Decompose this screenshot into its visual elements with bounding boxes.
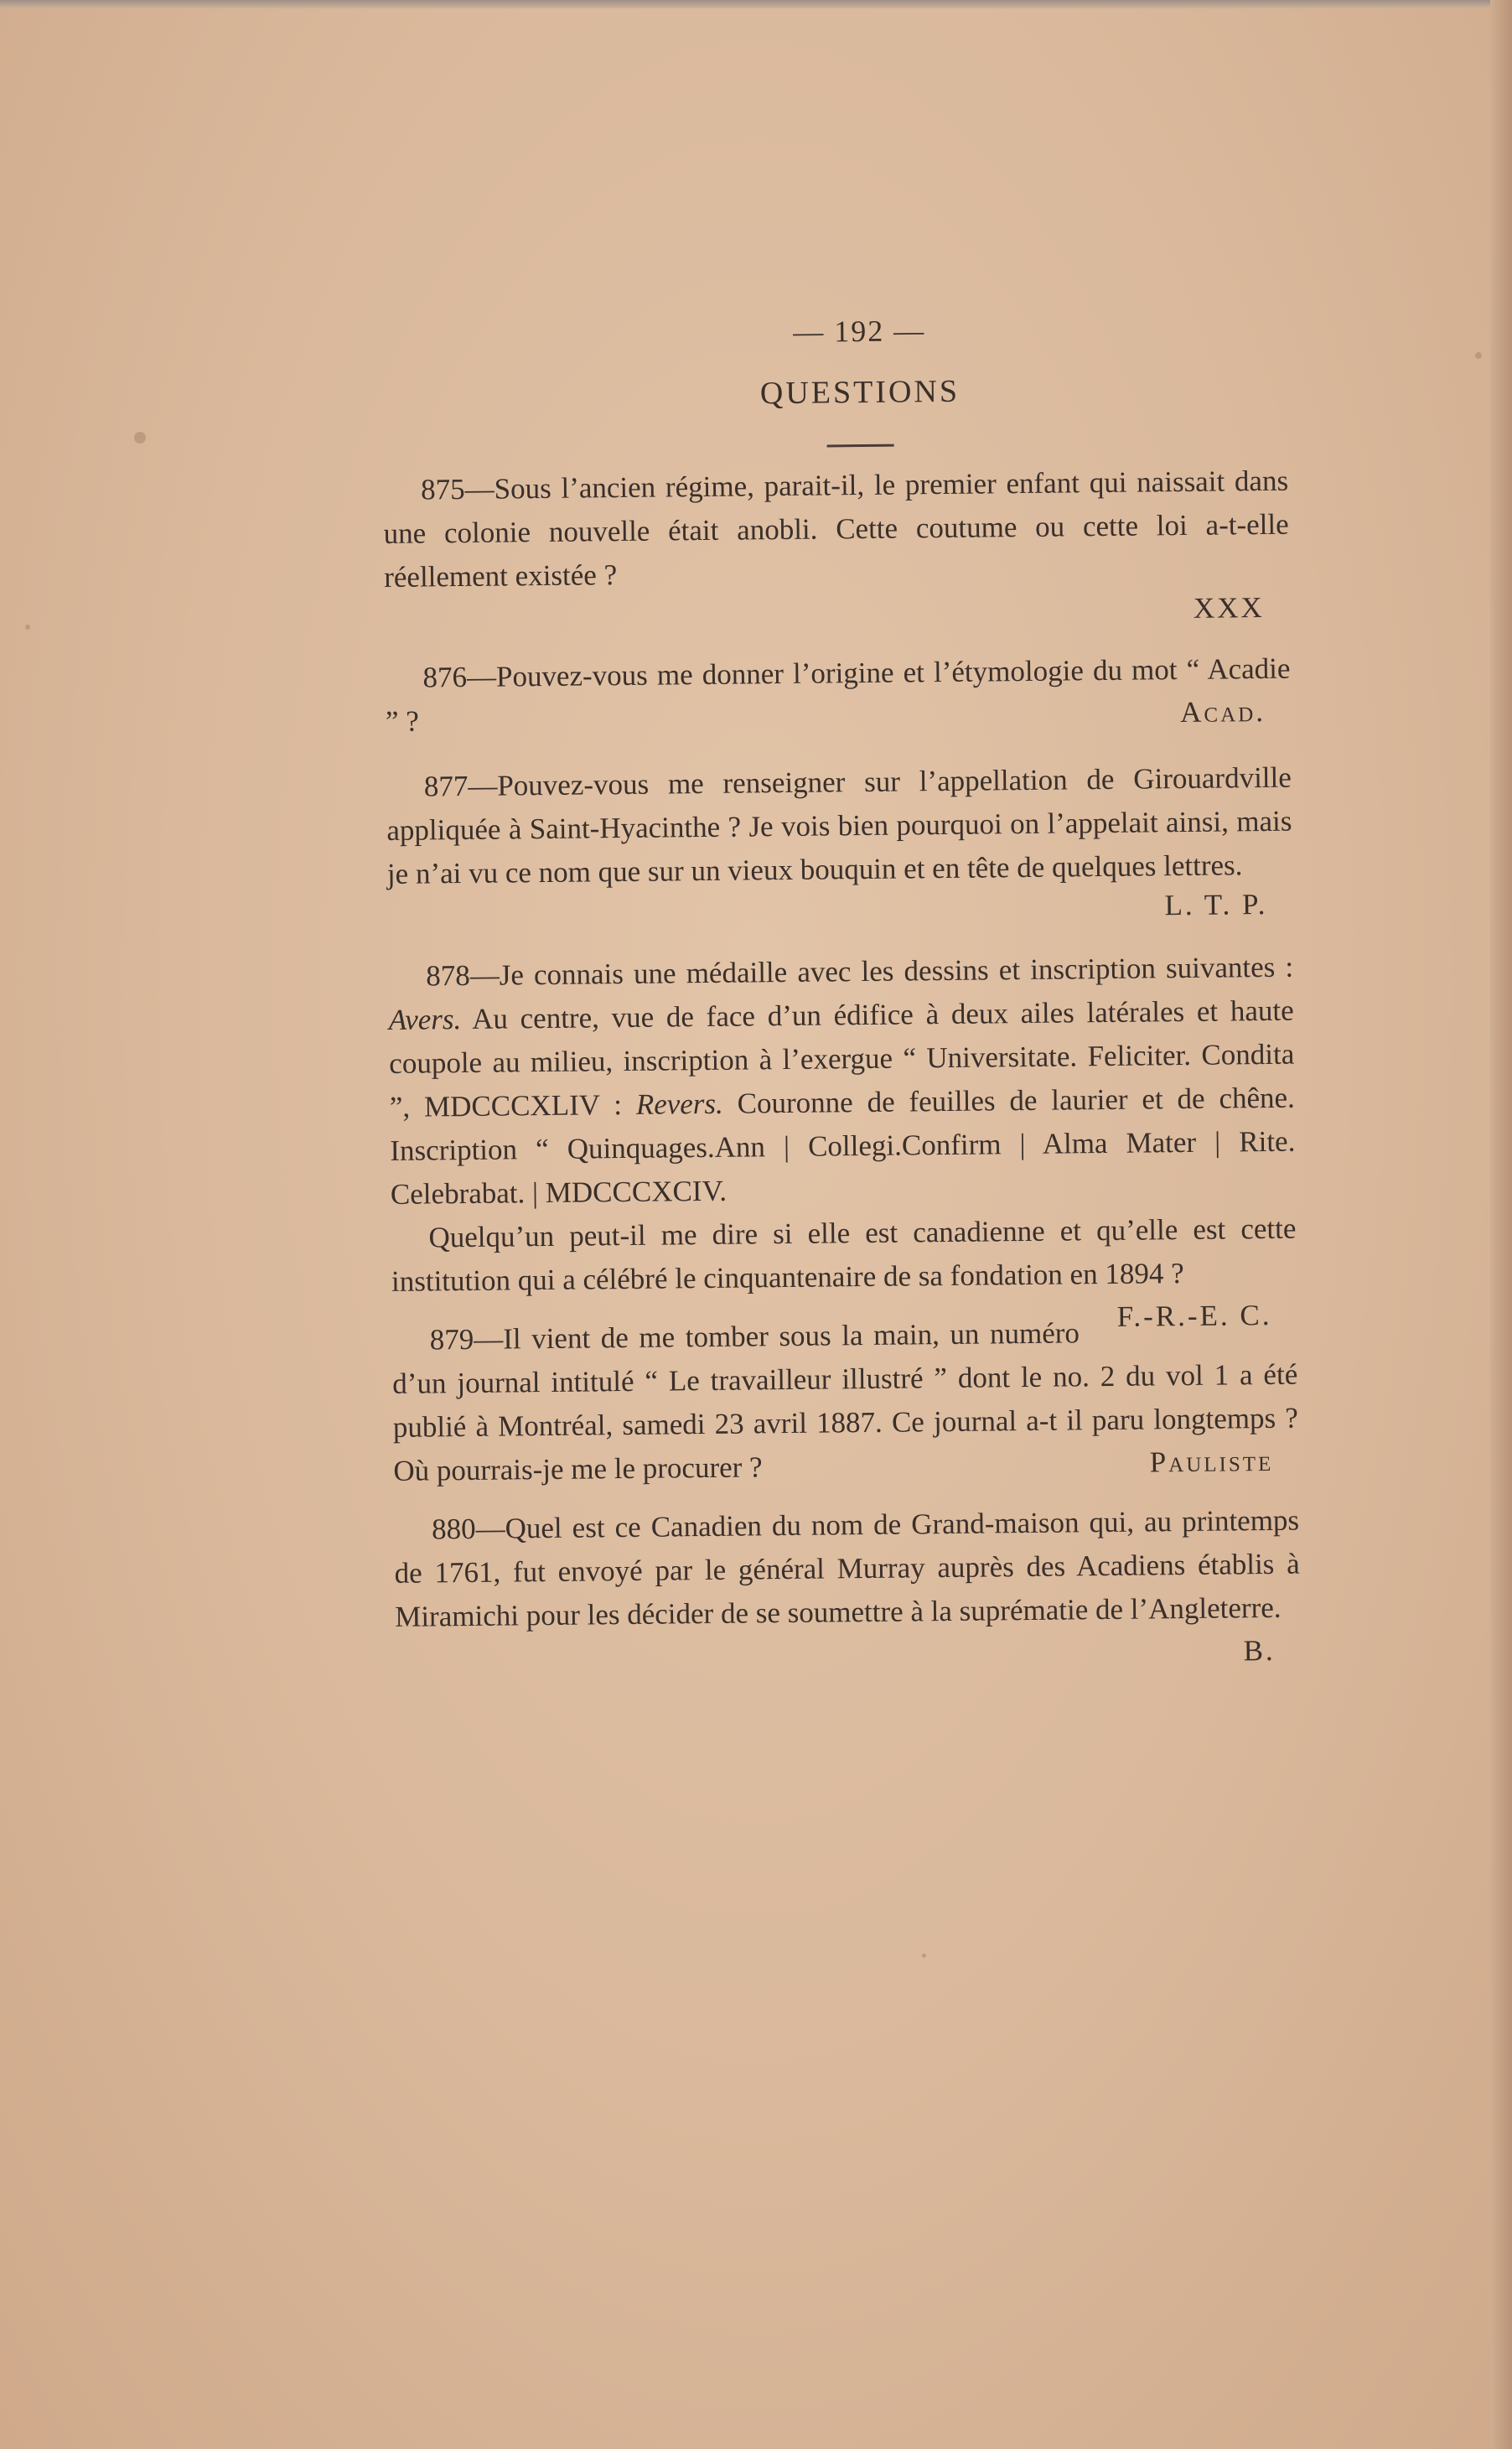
question-875	[383, 459, 1290, 638]
question-text-part: 878—Je connais une médaille avec les dessins et inscription suivantes :	[426, 950, 1294, 993]
question-876	[385, 647, 1291, 744]
question-signature: B.	[1243, 1633, 1276, 1668]
section-title: QUESTIONS	[759, 373, 961, 412]
question-text-body: 876—Pouvez-vous me donner l’origine et l’étymologie du mot “ Acadie ” ?	[385, 651, 1291, 738]
question-text	[385, 647, 1291, 744]
question-text	[388, 946, 1296, 1217]
page-number: — 192 —	[792, 314, 926, 349]
page-top-edge	[0, 0, 1512, 8]
question-signature: XXX	[1193, 590, 1265, 625]
question-text-body: 879—Il vient de me tomber sous la main, un numéro d’un journal intitulé “ Le travailleur illustré ” dont le no. 2 du vol 1 a été publié à Montréal, samedi 23 avril 1887. Ce journal a-t il paru longtemps ? Où pourrais-je me le procurer ?	[392, 1316, 1298, 1487]
revers-label: Revers.	[635, 1087, 724, 1121]
question-signature: Acad.	[1179, 694, 1266, 729]
question-878	[388, 946, 1297, 1333]
question-text	[394, 1499, 1301, 1668]
question-text-part: Couronne de feuilles de laurier et de chêne. Inscription “ Quinquages.Ann | Collegi.Confirm | Alma Mater | Rite. Celebrabat. | MDCCCXCIV.	[390, 1081, 1296, 1211]
paper-spot	[134, 432, 146, 444]
question-text-part: Quelqu’un peut-il me dire si elle est canadienne et qu’elle est cette institution qui a célébré le cinquantenaire de sa fondation en 1894 ?	[391, 1212, 1297, 1298]
page-right-edge	[1490, 0, 1512, 2449]
question-text: 877—Pouvez-vous me renseigner sur l’appellation de Girouardville appliquée à Saint-Hyacinthe ? Je vois bien pourquoi on l’appelait ainsi, mais je n’ai vu ce nom que sur un vieux bouquin et en tête de quelques lettres.	[386, 760, 1292, 890]
page-content	[381, 309, 1301, 1681]
paper-spot	[1475, 352, 1482, 359]
question-text-body: 880—Quel est ce Canadien du nom de Grand-maison qui, au printemps de 1761, fut envoyé par le général Murray auprès des Acadiens établis à Miramichi pour les décider de se soumettre à la suprématie de l’Angleterre.	[394, 1503, 1300, 1633]
avers-label: Avers.	[388, 1003, 462, 1036]
title-rule	[827, 444, 894, 448]
question-signature: L. T. P.	[1164, 887, 1268, 922]
question-text-part: Au centre, vue de face d’un édifice à deux ailes latérales et haute coupole au milieu, inscription à l’exergue “ Universitate. Feliciter. Condita ”, MDCCCXLIV :	[389, 994, 1295, 1123]
question-877	[386, 756, 1293, 935]
paper-spot	[25, 625, 30, 630]
paper-spot	[922, 1953, 926, 1958]
question-text: 875—Sous l’ancien régime, parait-il, le premier enfant qui naissait dans une colonie nouvelle était anobli. Cette coutume ou cette loi a-t-elle réellement existée ?	[383, 464, 1289, 594]
question-signature: Pauliste	[1149, 1444, 1274, 1479]
question-880	[394, 1499, 1301, 1668]
question-text-second	[391, 1207, 1297, 1333]
question-signature: F.-R.-E. C.	[1116, 1298, 1272, 1333]
